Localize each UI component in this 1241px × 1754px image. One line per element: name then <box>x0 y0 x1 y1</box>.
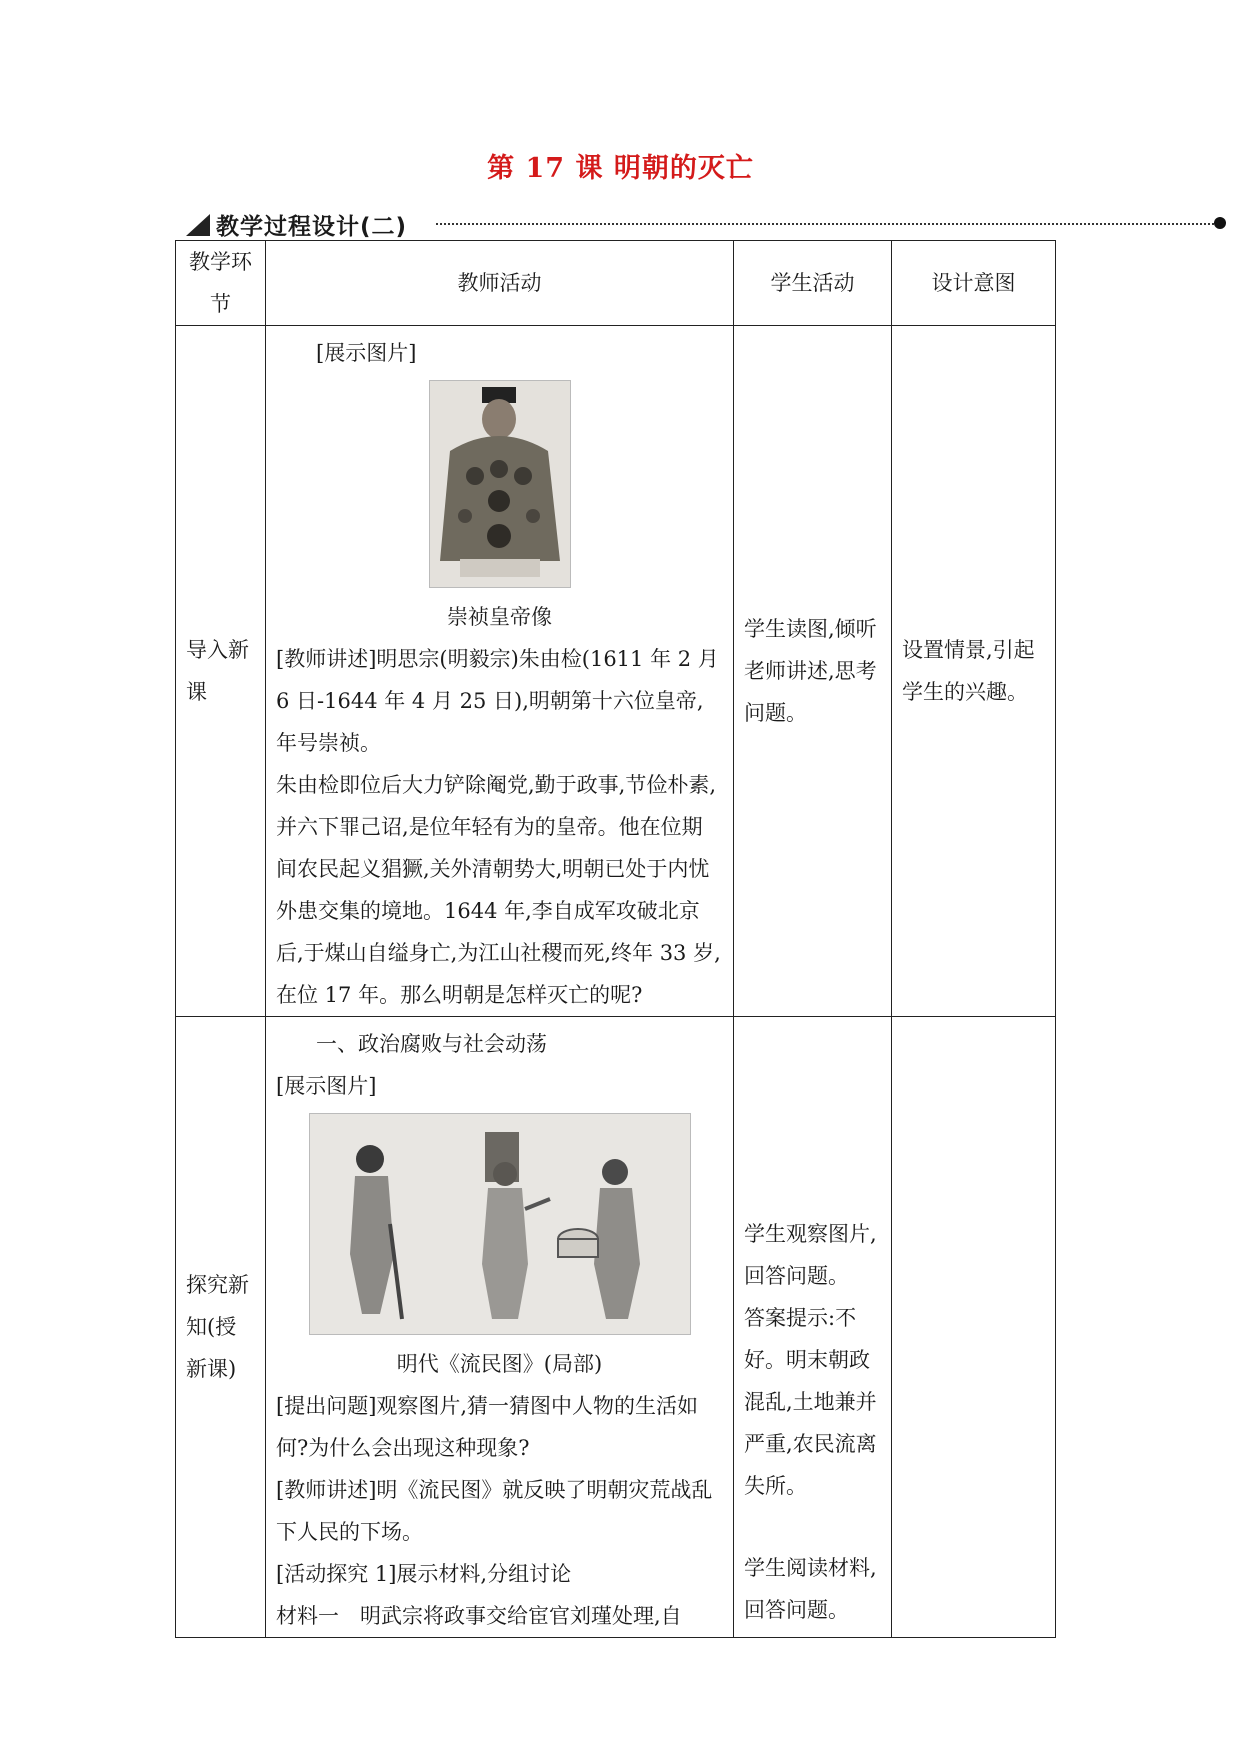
teacher-activity-cell <box>266 326 734 1017</box>
header-design-intent: 设计意图 <box>892 241 1056 326</box>
student-activity-cell: 学生读图,倾听老师讲述,思考问题。 <box>734 326 892 1017</box>
lesson-plan-table <box>175 240 1056 1638</box>
stage-cell: 探究新知(授新课) <box>176 1017 266 1638</box>
teacher-paragraph: [教师讲述]明思宗(明毅宗)朱由检(1611 年 2 月 6 日-1644 年 4 月 25 日),明朝第十六位皇帝,年号崇祯。 <box>276 647 719 755</box>
teacher-paragraph: [活动探究 1]展示材料,分组讨论 <box>276 1562 572 1586</box>
stage-cell: 导入新课 <box>176 326 266 1017</box>
dotted-rule <box>436 223 1214 225</box>
section-heading: 教学过程设计(二) <box>216 214 408 240</box>
table-row <box>176 326 1056 1017</box>
image-caption: 崇祯皇帝像 <box>447 605 552 629</box>
teacher-paragraph: 材料一 明武宗将政事交给宦官刘瑾处理,自 <box>276 1604 682 1628</box>
student-activity-cell <box>734 1017 892 1638</box>
design-intent-cell <box>892 1017 1056 1638</box>
answer-hint: 答案提示:不好。明末朝政混乱,土地兼并严重,农民流离失所。 <box>744 1306 877 1498</box>
section-heading-bar <box>186 208 1226 242</box>
show-image-label: [展示图片] <box>276 1074 377 1098</box>
refugee-painting-image <box>309 1113 691 1335</box>
teacher-paragraph: 朱由检即位后大力铲除阉党,勤于政事,节俭朴素,并六下罪己诏,是位年轻有为的皇帝。他在位期间农民起义猖獗,关外清朝势大,明朝已处于内忧外患交集的境地。1644 年,李自成军攻破北京后,于煤山自缢身亡,为江山社稷而死,终年 33 岁,在位 17 年。那么明朝是怎样灭亡的呢? <box>276 773 721 1007</box>
emperor-portrait-image <box>429 380 571 588</box>
image-caption: 明代《流民图》(局部) <box>396 1352 603 1376</box>
table-header-row <box>176 241 1056 326</box>
triangle-icon <box>186 214 210 236</box>
teacher-activity-cell <box>266 1017 734 1638</box>
table-row <box>176 1017 1056 1638</box>
design-intent-cell: 设置情景,引起学生的兴趣。 <box>892 326 1056 1017</box>
teacher-paragraph: [教师讲述]明《流民图》就反映了明朝灾荒战乱下人民的下场。 <box>276 1478 713 1544</box>
bullet-dot-icon <box>1214 217 1226 229</box>
page-title: 第 17 课 明朝的灭亡 <box>487 153 754 184</box>
teacher-paragraph: [提出问题]观察图片,猜一猜图中人物的生活如何?为什么会出现这种现象? <box>276 1394 699 1460</box>
show-image-label: [展示图片] <box>316 341 417 365</box>
header-teacher-activity: 教师活动 <box>266 241 734 326</box>
student-activity-text: 学生观察图片,回答问题。 <box>744 1222 877 1288</box>
subheading: 一、政治腐败与社会动荡 <box>316 1032 547 1056</box>
student-activity-text: 学生阅读材料,回答问题。 <box>744 1556 877 1622</box>
header-stage: 教学环节 <box>176 241 266 326</box>
header-student-activity: 学生活动 <box>734 241 892 326</box>
